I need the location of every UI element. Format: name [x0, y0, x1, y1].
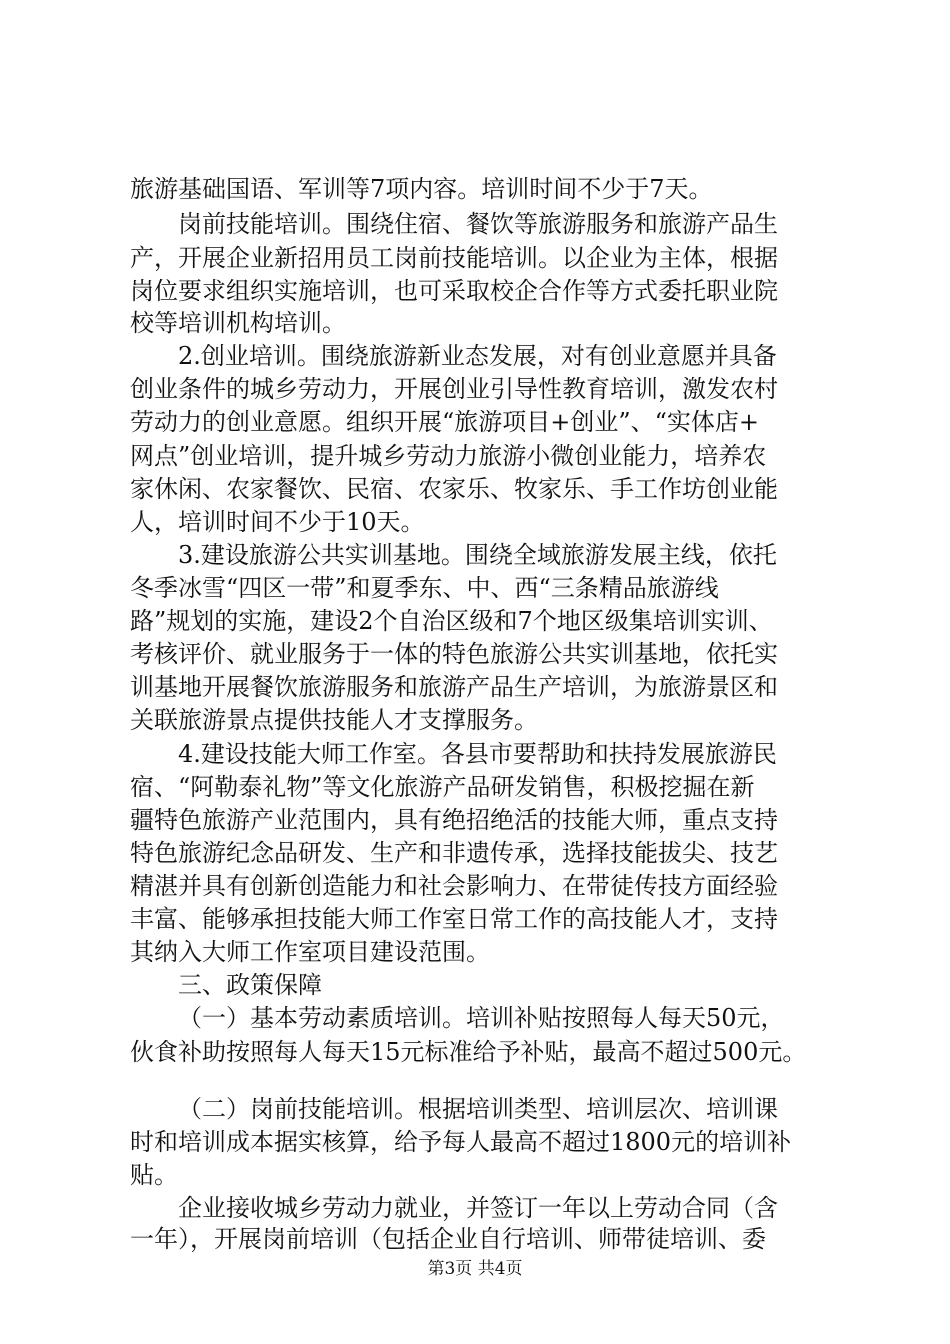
text-line: 贴。 [130, 1161, 178, 1189]
text-line: 训基地开展餐饮旅游服务和旅游产品生产培训，为旅游景区和 [130, 673, 778, 701]
text-line: 宿、“阿勒泰礼物”等文化旅游产品研发销售，积极挖掘在新 [130, 773, 755, 801]
text-line: 3.建设旅游公共实训基地。围绕全域旅游发展主线，依托 [178, 541, 777, 569]
text-line: 产，开展企业新招用员工岗前技能培训。以企业为主体，根据 [130, 244, 778, 272]
text-line: 家休闲、农家餐饮、民宿、农家乐、牧家乐、手工作坊创业能 [130, 475, 778, 503]
text-line: 校等培训机构培训。 [130, 309, 346, 337]
text-line: 疆特色旅游产业范围内，具有绝招绝活的技能大师，重点支持 [130, 806, 778, 834]
text-line: 网点”创业培训，提升城乡劳动力旅游小微创业能力，培养农 [130, 442, 767, 470]
text-line: 人，培训时间不少于10天。 [130, 508, 425, 536]
text-line: 路”规划的实施，建设2个自治区级和7个地区级集培训实训、 [130, 607, 773, 635]
text-line: 一年），开展岗前培训（包括企业自行培训、师带徒培训、委 [130, 1225, 766, 1253]
text-line: 冬季冰雪“四区一带”和夏季东、中、西“三条精品旅游线 [130, 574, 719, 602]
text-line: 丰富、能够承担技能大师工作室日常工作的高技能人才，支持 [130, 905, 778, 933]
text-line: 2.创业培训。围绕旅游新业态发展，对有创业意愿并具备 [178, 342, 777, 370]
text-line: 伙食补助按照每人每天15元标准给予补贴，最高不超过500元。 [130, 1038, 807, 1066]
text-line: 劳动力的创业意愿。组织开展“旅游项目+创业”、“实体店+ [130, 408, 760, 436]
text-line: 4.建设技能大师工作室。各县市要帮助和扶持发展旅游民 [178, 740, 777, 768]
text-line: 其纳入大师工作室项目建设范围。 [130, 938, 490, 966]
text-line: （二）岗前技能培训。根据培训类型、培训层次、培训课 [178, 1095, 778, 1123]
text-line: 关联旅游景点提供技能人才支撑服务。 [130, 706, 538, 734]
text-line: （一）基本劳动素质培训。培训补贴按照每人每天50元， [178, 1004, 785, 1032]
text-line: 精湛并具有创新创造能力和社会影响力、在带徒传技方面经验 [130, 872, 778, 900]
text-line: 企业接收城乡劳动力就业，并签订一年以上劳动合同（含 [178, 1194, 778, 1222]
page-number: 第3页 共4页 [427, 1259, 523, 1279]
section-heading: 三、政策保障 [178, 971, 322, 999]
text-line: 岗位要求组织实施培训，也可采取校企合作等方式委托职业院 [130, 277, 778, 305]
text-line: 特色旅游纪念品研发、生产和非遗传承，选择技能拔尖、技艺 [130, 839, 778, 867]
text-line: 考核评价、就业服务于一体的特色旅游公共实训基地，依托实 [130, 640, 778, 668]
text-line: 时和培训成本据实核算，给予每人最高不超过1800元的培训补 [130, 1128, 792, 1156]
text-line: 创业条件的城乡劳动力，开展创业引导性教育培训，激发农村 [130, 375, 778, 403]
text-line: 岗前技能培训。围绕住宿、餐饮等旅游服务和旅游产品生 [178, 210, 778, 238]
text-line: 旅游基础国语、军训等7项内容。培训时间不少于7天。 [130, 175, 713, 203]
